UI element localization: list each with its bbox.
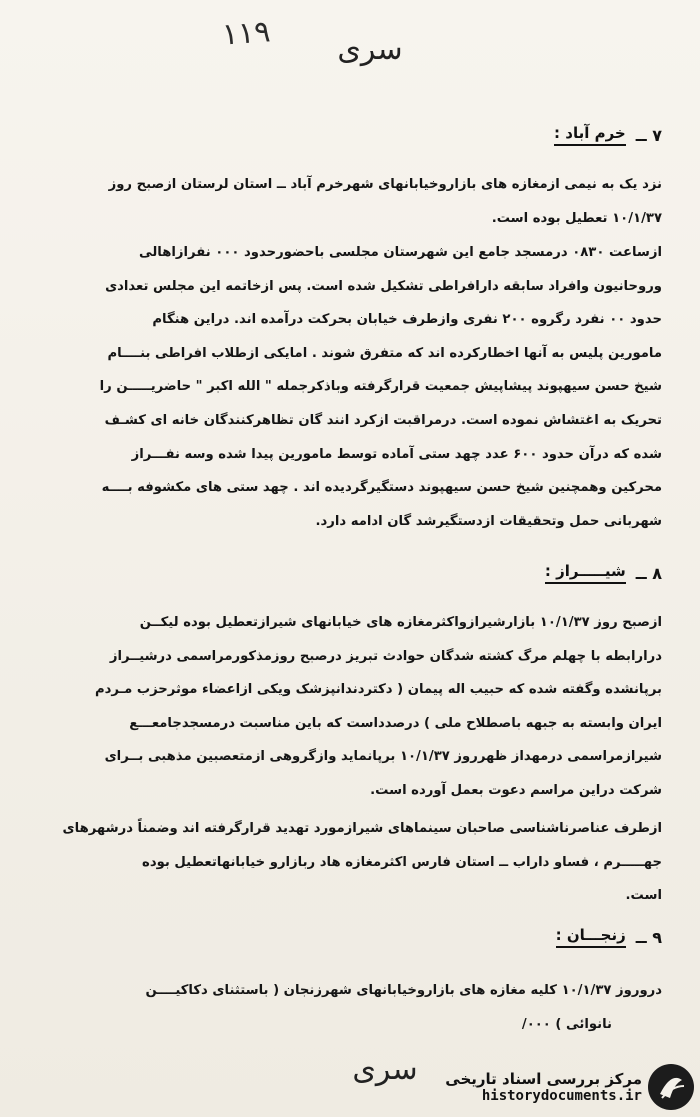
watermark xyxy=(428,1062,694,1112)
text-line: دروروز ۱۰/۱/۳۷ کلیه مغازه های بازاروخیابانهای شهرزنجان ( باستثنای دکاکیــــن xyxy=(145,983,662,998)
text-line: شیرازمراسمی درمهداز ظهرروز ۱۰/۱/۳۷ برپانماید وازگروهی ازمتعصبین مذهبی بــرای xyxy=(104,749,662,765)
section-title: زنجـــان : xyxy=(556,926,626,948)
text-line: مامورین پلیس به آنها اخطارکرده اند که متفرق شوند . امایکی ازطلاب افراطی بنــــام xyxy=(107,345,662,361)
paragraph-8-1 xyxy=(40,606,662,808)
section-heading-8 xyxy=(545,562,662,584)
text-line: شهربانی حمل وتحقیقات ازدستگیرشد گان ادامه دارد. xyxy=(315,513,662,529)
section-number: ۸ ــ xyxy=(635,563,662,583)
text-line: شرکت دراین مراسم دعوت بعمل آورده است. xyxy=(370,782,662,798)
text-line: محرکین وهمچنین شیخ حسن سیهپوند دستگیرگردیده اند . چهد ستی های مکشوفه بــــه xyxy=(101,480,662,496)
paragraph-9-1 xyxy=(40,974,662,1041)
text-line: ایران وابسته به جبهه باصطلاح ملی ) درصدداست که باین مناسبت درمسجدجامعـــع xyxy=(129,715,662,731)
text-line: وروحانیون وافراد سابقه دارافراطی تشکیل شده است. پس ازخاتمه این مجلس تعدادی xyxy=(105,278,662,294)
text-line: برپانشده وگفته شده که حبیب اله پیمان ( دکتردندانپزشک ویکی ازاعضاء موثرحزب مـردم xyxy=(94,682,662,698)
classification-bottom: سری xyxy=(352,1052,418,1087)
page-number: ۱۱۹ xyxy=(220,14,272,53)
paragraph-7-1 xyxy=(40,168,662,235)
text-line: جهـــــرم ، فساو داراب ــ استان فارس اکثرمغازه هاد ربازارو خیابانهاتعطیل بوده xyxy=(142,854,662,870)
section-number: ۹ ــ xyxy=(635,927,662,947)
section-title: خرم آباد : xyxy=(554,124,626,146)
text-line: حدود ۰۰ نفرد رگروه ۲۰۰ نفری وازطرف خیابان بحرکت درآمده اند. دراین هنگام xyxy=(152,312,662,328)
text-line: ازساعت ۰۸۳۰ درمسجد جامع این شهرستان مجلسی باحضورحدود ۰۰۰ نفرازاهالی xyxy=(139,245,662,260)
watermark-url: historydocuments.ir xyxy=(481,1088,642,1104)
text-line: نزد یک به نیمی ازمغازه های بازاروخیابانهای شهرخرم آباد ــ استان لرستان ازصبح روز xyxy=(108,177,662,192)
section-heading-9 xyxy=(556,926,662,948)
paragraph-7-2 xyxy=(40,236,662,538)
text-line: تحریک به اغتشاش نموده است. درمراقبت ازکرد انند گان تظاهرکنندگان خانه ای کشـف xyxy=(104,412,662,428)
text-line: ۱۰/۱/۳۷ تعطیل بوده است. xyxy=(491,210,662,226)
archive-logo-icon xyxy=(648,1064,694,1110)
text-line: ازصبح روز ۱۰/۱/۳۷ بازارشیرازواکثرمغازه های خیابانهای شیرازتعطیل بوده لیکــن xyxy=(139,615,662,630)
section-title: شیـــــراز : xyxy=(545,562,626,584)
text-line: است. xyxy=(625,888,662,904)
paragraph-8-2 xyxy=(40,812,662,913)
section-number: ۷ ــ xyxy=(635,125,662,145)
watermark-name: مرکز بررسی اسناد تاریخی xyxy=(445,1070,642,1088)
section-heading-7 xyxy=(554,124,662,146)
text-line: نانوائی ) ۰۰۰/ xyxy=(521,1016,612,1032)
text-line: ازطرف عناصرناشناسی صاحبان سینماهای شیرازمورد تهدید قرارگرفته اند وضمناً درشهرهای xyxy=(62,821,662,836)
text-line: شده که درآن حدود ۶۰۰ عدد چهد ستی آماده توسط مامورین پیدا شده وسه نفـــراز xyxy=(131,446,662,462)
classification-top: سری xyxy=(337,32,403,67)
text-line: شیخ حسن سیهپوند پیشاپیش جمعیت قرارگرفته وباذکرجمله " الله اکبر " حاضریـــــن را xyxy=(99,379,662,395)
text-line: درارابطه با چهلم مرگ کشته شدگان حوادث تبریز درصبح روزمذکورمراسمی درشیــراز xyxy=(109,648,662,664)
